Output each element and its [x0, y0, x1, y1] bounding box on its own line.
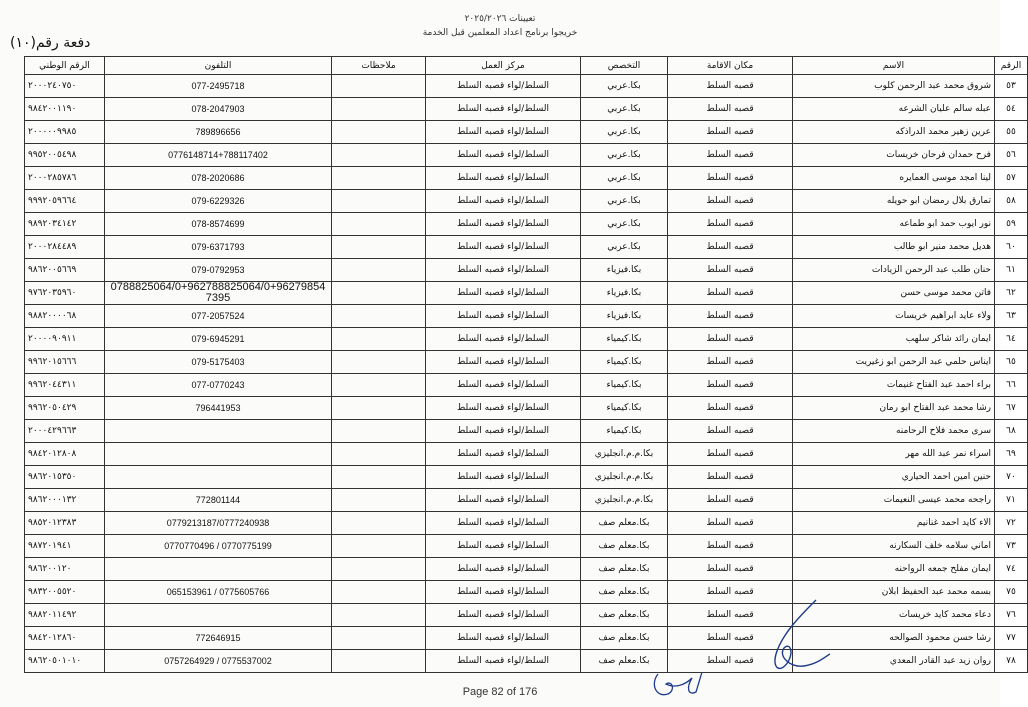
row-number: ٧٣: [995, 535, 1028, 558]
row-name: عرين زهير محمد الدراذكه: [793, 121, 995, 144]
row-notes: [332, 466, 426, 489]
row-workplace: السلط/لواء قصبه السلط: [426, 98, 581, 121]
table-row: [25, 144, 1028, 167]
table-row: [25, 627, 1028, 650]
row-name: تمارق بلال رمضان ابو حويله: [793, 190, 995, 213]
row-number: ٥٥: [995, 121, 1028, 144]
row-residence: قصبه السلط: [668, 443, 793, 466]
row-number: ٧٦: [995, 604, 1028, 627]
row-notes: [332, 443, 426, 466]
table-row: [25, 282, 1028, 305]
row-name: حنين امين احمد الحياري: [793, 466, 995, 489]
row-specialty: بكا.كيمياء: [581, 374, 668, 397]
row-phone: 079-5175403: [105, 351, 332, 374]
table-row: [25, 75, 1028, 98]
table-row: [25, 489, 1028, 512]
row-notes: [332, 75, 426, 98]
table-row: [25, 167, 1028, 190]
row-name: ايمان رائد شاكر سلهب: [793, 328, 995, 351]
row-phone: 079-6229326: [105, 190, 332, 213]
row-workplace: السلط/لواء قصبه السلط: [426, 420, 581, 443]
row-specialty: بكا.كيمياء: [581, 328, 668, 351]
row-residence: قصبه السلط: [668, 397, 793, 420]
row-residence: قصبه السلط: [668, 259, 793, 282]
table-row: [25, 604, 1028, 627]
row-specialty: بكا.كيمياء: [581, 351, 668, 374]
appointments-table: [24, 56, 1028, 673]
row-national-id: ٩٨٦٢٠٠٥٦٦٩: [25, 259, 105, 282]
row-number: ٥٦: [995, 144, 1028, 167]
col-header-phone: التلفون: [105, 57, 332, 75]
row-specialty: بكا.كيمياء: [581, 397, 668, 420]
row-notes: [332, 397, 426, 420]
row-national-id: ٢٠٠٠٢٤٠٧٥٠: [25, 75, 105, 98]
row-residence: قصبه السلط: [668, 604, 793, 627]
row-national-id: ٢٠٠٠٢٨٤٤٨٩: [25, 236, 105, 259]
row-notes: [332, 512, 426, 535]
row-specialty: بكا.معلم صف: [581, 535, 668, 558]
row-specialty: بكا.فيزياء: [581, 305, 668, 328]
row-notes: [332, 650, 426, 673]
row-number: ٦٩: [995, 443, 1028, 466]
table-row: [25, 535, 1028, 558]
row-workplace: السلط/لواء قصبه السلط: [426, 167, 581, 190]
row-specialty: بكا.معلم صف: [581, 650, 668, 673]
row-residence: قصبه السلط: [668, 512, 793, 535]
row-residence: قصبه السلط: [668, 466, 793, 489]
row-specialty: بكا.عربي: [581, 98, 668, 121]
row-phone: 078-2020686: [105, 167, 332, 190]
row-national-id: ٩٨٦٢٠٠١٢٠: [25, 558, 105, 581]
row-number: ٦٦: [995, 374, 1028, 397]
row-notes: [332, 98, 426, 121]
row-national-id: ٩٨٤٢٠١٢٨٦٠: [25, 627, 105, 650]
row-phone: 0776148714+788117402: [105, 144, 332, 167]
initials-mark: [648, 664, 708, 704]
row-residence: قصبه السلط: [668, 144, 793, 167]
row-specialty: بكا.معلم صف: [581, 581, 668, 604]
row-phone: 0770770496 / 0770775199: [105, 535, 332, 558]
row-phone: [105, 558, 332, 581]
row-specialty: بكا.م.م.انجليزي: [581, 489, 668, 512]
col-header-no: الرقم: [995, 57, 1028, 75]
row-name: اسراء نمر عبد الله مهر: [793, 443, 995, 466]
row-phone: [105, 443, 332, 466]
row-national-id: ٩٩٩٢٠٥٩٦٦٤: [25, 190, 105, 213]
row-national-id: ٩٩٦٢٠١٥٦٦٦: [25, 351, 105, 374]
row-number: ٧١: [995, 489, 1028, 512]
row-notes: [332, 351, 426, 374]
batch-label: دفعة رقم(١٠): [10, 35, 91, 51]
table-row: [25, 328, 1028, 351]
row-national-id: ٩٧٦٢٠٣٥٩٦٠: [25, 282, 105, 305]
row-name: ولاء عايد ابراهيم خريسات: [793, 305, 995, 328]
row-specialty: بكا.م.م.انجليزي: [581, 466, 668, 489]
row-name: سرى محمد فلاح الرحامنه: [793, 420, 995, 443]
row-workplace: السلط/لواء قصبه السلط: [426, 581, 581, 604]
row-name: نور ايوب حمد ابو طماعه: [793, 213, 995, 236]
row-notes: [332, 581, 426, 604]
header-title: تعيينات ٢٠٢٥/٢٠٢٦: [464, 14, 536, 24]
page-number: Page 82 of 176: [462, 686, 538, 698]
row-specialty: بكا.عربي: [581, 75, 668, 98]
row-national-id: ٩٩٥٢٠٠٥٤٩٨: [25, 144, 105, 167]
row-number: ٧٥: [995, 581, 1028, 604]
row-national-id: ٩٨٦٢٠٠٠١٣٢: [25, 489, 105, 512]
table-row: [25, 351, 1028, 374]
row-phone: 796441953: [105, 397, 332, 420]
row-residence: قصبه السلط: [668, 535, 793, 558]
row-number: ٥٤: [995, 98, 1028, 121]
header-subtitle: خريجوا برنامج اعداد المعلمين قبل الخدمة: [422, 28, 578, 38]
row-number: ٦٣: [995, 305, 1028, 328]
row-phone: 772646915: [105, 627, 332, 650]
row-number: ٥٨: [995, 190, 1028, 213]
row-residence: قصبه السلط: [668, 305, 793, 328]
row-name: فرح حمدان فرحان خريسات: [793, 144, 995, 167]
row-notes: [332, 282, 426, 305]
row-specialty: بكا.فيزياء: [581, 259, 668, 282]
row-national-id: ٢٠٠٠٠٩٠٩١١: [25, 328, 105, 351]
row-workplace: السلط/لواء قصبه السلط: [426, 328, 581, 351]
table-row: [25, 397, 1028, 420]
row-number: ٥٧: [995, 167, 1028, 190]
col-header-notes: ملاحظات: [332, 57, 426, 75]
row-workplace: السلط/لواء قصبه السلط: [426, 443, 581, 466]
table-row: [25, 98, 1028, 121]
table-row: [25, 236, 1028, 259]
row-workplace: السلط/لواء قصبه السلط: [426, 282, 581, 305]
table-row: [25, 650, 1028, 673]
row-phone: [105, 420, 332, 443]
row-workplace: السلط/لواء قصبه السلط: [426, 259, 581, 282]
col-header-residence: مكان الاقامة: [668, 57, 793, 75]
table-row: [25, 443, 1028, 466]
row-workplace: السلط/لواء قصبه السلط: [426, 512, 581, 535]
row-name: بسمه محمد عبد الحفيظ ابلان: [793, 581, 995, 604]
row-phone: 0757264929 / 0775537002: [105, 650, 332, 673]
row-notes: [332, 535, 426, 558]
row-notes: [332, 121, 426, 144]
row-name: فاتن محمد موسى حسن: [793, 282, 995, 305]
row-workplace: السلط/لواء قصبه السلط: [426, 558, 581, 581]
row-name: لينا امجد موسى العمايره: [793, 167, 995, 190]
row-phone: 789896656: [105, 121, 332, 144]
row-notes: [332, 236, 426, 259]
col-header-specialty: التخصص: [581, 57, 668, 75]
row-number: ٦٨: [995, 420, 1028, 443]
row-residence: قصبه السلط: [668, 581, 793, 604]
table-row: [25, 581, 1028, 604]
row-name: حنان طلب عبد الرحمن الزيادات: [793, 259, 995, 282]
table-row: [25, 512, 1028, 535]
table-row: [25, 305, 1028, 328]
table-row: [25, 213, 1028, 236]
row-notes: [332, 558, 426, 581]
table-row: [25, 259, 1028, 282]
signature: [760, 596, 840, 681]
row-workplace: السلط/لواء قصبه السلط: [426, 190, 581, 213]
row-specialty: بكا.عربي: [581, 121, 668, 144]
row-residence: قصبه السلط: [668, 351, 793, 374]
row-notes: [332, 604, 426, 627]
row-phone: 079-6371793: [105, 236, 332, 259]
row-phone: 065153961 / 0775605766: [105, 581, 332, 604]
table-row: [25, 420, 1028, 443]
row-name: ايمان مفلح جمعه الرواحنه: [793, 558, 995, 581]
row-residence: قصبه السلط: [668, 650, 793, 673]
row-residence: قصبه السلط: [668, 236, 793, 259]
row-name: عبله سالم عليان الشرعه: [793, 98, 995, 121]
row-name: براء احمد عبد الفتاح غنيمات: [793, 374, 995, 397]
row-residence: قصبه السلط: [668, 121, 793, 144]
row-residence: قصبه السلط: [668, 558, 793, 581]
row-national-id: ٢٠٠٠٢٨٥٧٨٦: [25, 167, 105, 190]
row-phone: 079-6945291: [105, 328, 332, 351]
row-phone: 077-2057524: [105, 305, 332, 328]
row-number: ٦٧: [995, 397, 1028, 420]
row-phone: 078-8574699: [105, 213, 332, 236]
row-name: دعاء محمد كايد خريسات: [793, 604, 995, 627]
row-number: ٧٧: [995, 627, 1028, 650]
row-specialty: بكا.معلم صف: [581, 604, 668, 627]
row-residence: قصبه السلط: [668, 167, 793, 190]
row-national-id: ٩٨٦٢٠٥٠١٠١٠: [25, 650, 105, 673]
row-name: روان زيد عبد القادر المعدي: [793, 650, 995, 673]
row-residence: قصبه السلط: [668, 489, 793, 512]
row-national-id: ٩٩٦٢٠٥٠٤٢٩: [25, 397, 105, 420]
row-workplace: السلط/لواء قصبه السلط: [426, 535, 581, 558]
table-row: [25, 374, 1028, 397]
row-phone: [105, 466, 332, 489]
row-specialty: بكا.معلم صف: [581, 627, 668, 650]
row-phone: 772801144: [105, 489, 332, 512]
row-specialty: بكا.عربي: [581, 213, 668, 236]
row-national-id: ٩٨٨٢٠٠٠٠٦٨: [25, 305, 105, 328]
row-workplace: السلط/لواء قصبه السلط: [426, 305, 581, 328]
col-header-name: الاسم: [793, 57, 995, 75]
row-national-id: ٢٠٠٠٠٠٩٩٨٥: [25, 121, 105, 144]
row-phone: [105, 604, 332, 627]
row-notes: [332, 328, 426, 351]
row-name: اماني سلامه خلف السكارنه: [793, 535, 995, 558]
row-name: راجحه محمد عيسى النعيمات: [793, 489, 995, 512]
row-workplace: السلط/لواء قصبه السلط: [426, 213, 581, 236]
row-national-id: ٩٨٧٢٠١٩٤١: [25, 535, 105, 558]
row-workplace: السلط/لواء قصبه السلط: [426, 489, 581, 512]
row-workplace: السلط/لواء قصبه السلط: [426, 374, 581, 397]
table-header-row: [25, 57, 1028, 75]
row-residence: قصبه السلط: [668, 213, 793, 236]
row-workplace: السلط/لواء قصبه السلط: [426, 144, 581, 167]
row-number: ٧٨: [995, 650, 1028, 673]
row-name: الاء كايد احمد غنانيم: [793, 512, 995, 535]
row-phone: 0788825064/0+962788825064/0+96279854 7395: [105, 282, 332, 305]
row-national-id: ٩٨٤٢٠١٢٨٠٨: [25, 443, 105, 466]
row-specialty: بكا.عربي: [581, 167, 668, 190]
row-residence: قصبه السلط: [668, 98, 793, 121]
table-row: [25, 121, 1028, 144]
row-notes: [332, 489, 426, 512]
row-national-id: ٩٨٤٢٠٠١١٩٠: [25, 98, 105, 121]
row-notes: [332, 190, 426, 213]
row-number: ٦٥: [995, 351, 1028, 374]
row-workplace: السلط/لواء قصبه السلط: [426, 604, 581, 627]
row-number: ٧٤: [995, 558, 1028, 581]
row-specialty: بكا.معلم صف: [581, 512, 668, 535]
row-national-id: ٩٨٦٢٠١٥٣٥٠: [25, 466, 105, 489]
table-row: [25, 558, 1028, 581]
row-name: هديل محمد منير ابو طالب: [793, 236, 995, 259]
row-number: ٦١: [995, 259, 1028, 282]
row-name: ايناس حلمي عبد الرحمن ابو زغيريت: [793, 351, 995, 374]
row-name: رشا حسن محمود الصوالحه: [793, 627, 995, 650]
row-national-id: ٩٨٥٢٠١٢٣٨٣: [25, 512, 105, 535]
row-residence: قصبه السلط: [668, 420, 793, 443]
row-national-id: ٩٨٨٢٠١١٤٩٢: [25, 604, 105, 627]
row-specialty: بكا.عربي: [581, 144, 668, 167]
row-residence: قصبه السلط: [668, 328, 793, 351]
row-national-id: ٩٩٦٢٠٤٤٣١١: [25, 374, 105, 397]
row-number: ٦٠: [995, 236, 1028, 259]
row-workplace: السلط/لواء قصبه السلط: [426, 627, 581, 650]
row-workplace: السلط/لواء قصبه السلط: [426, 397, 581, 420]
table-row: [25, 466, 1028, 489]
row-residence: قصبه السلط: [668, 627, 793, 650]
row-phone: 078-2047903: [105, 98, 332, 121]
row-number: ٦٤: [995, 328, 1028, 351]
row-workplace: السلط/لواء قصبه السلط: [426, 466, 581, 489]
row-notes: [332, 420, 426, 443]
row-national-id: ٩٨٩٢٠٣٤١٤٢: [25, 213, 105, 236]
row-number: ٥٩: [995, 213, 1028, 236]
row-specialty: بكا.كيمياء: [581, 420, 668, 443]
row-notes: [332, 627, 426, 650]
row-notes: [332, 305, 426, 328]
row-number: ٧٠: [995, 466, 1028, 489]
row-workplace: السلط/لواء قصبه السلط: [426, 236, 581, 259]
row-national-id: ٩٨٣٢٠٠٥٥٢٠: [25, 581, 105, 604]
row-workplace: السلط/لواء قصبه السلط: [426, 121, 581, 144]
row-residence: قصبه السلط: [668, 190, 793, 213]
row-name: رشا محمد عبد الفتاح ابو رمان: [793, 397, 995, 420]
col-header-workplace: مركز العمل: [426, 57, 581, 75]
row-residence: قصبه السلط: [668, 282, 793, 305]
col-header-national-id: الرقم الوطني: [25, 57, 105, 75]
row-phone: 077-2495718: [105, 75, 332, 98]
row-national-id: ٢٠٠٠٤٢٩٦٦٣: [25, 420, 105, 443]
row-workplace: السلط/لواء قصبه السلط: [426, 351, 581, 374]
row-residence: قصبه السلط: [668, 374, 793, 397]
row-workplace: السلط/لواء قصبه السلط: [426, 75, 581, 98]
row-residence: قصبه السلط: [668, 75, 793, 98]
row-name: شروق محمد عبد الرحمن كلوب: [793, 75, 995, 98]
row-number: ٧٢: [995, 512, 1028, 535]
row-specialty: بكا.عربي: [581, 190, 668, 213]
row-phone: 077-0770243: [105, 374, 332, 397]
row-specialty: بكا.فيزياء: [581, 282, 668, 305]
row-phone: 0779213187/0777240938: [105, 512, 332, 535]
row-notes: [332, 259, 426, 282]
row-specialty: بكا.م.م.انجليزي: [581, 443, 668, 466]
row-specialty: بكا.معلم صف: [581, 558, 668, 581]
table-row: [25, 190, 1028, 213]
row-phone: 079-0792953: [105, 259, 332, 282]
row-number: ٥٣: [995, 75, 1028, 98]
row-specialty: بكا.عربي: [581, 236, 668, 259]
row-notes: [332, 144, 426, 167]
row-notes: [332, 167, 426, 190]
row-workplace: السلط/لواء قصبه السلط: [426, 650, 581, 673]
row-notes: [332, 213, 426, 236]
row-number: ٦٢: [995, 282, 1028, 305]
row-notes: [332, 374, 426, 397]
